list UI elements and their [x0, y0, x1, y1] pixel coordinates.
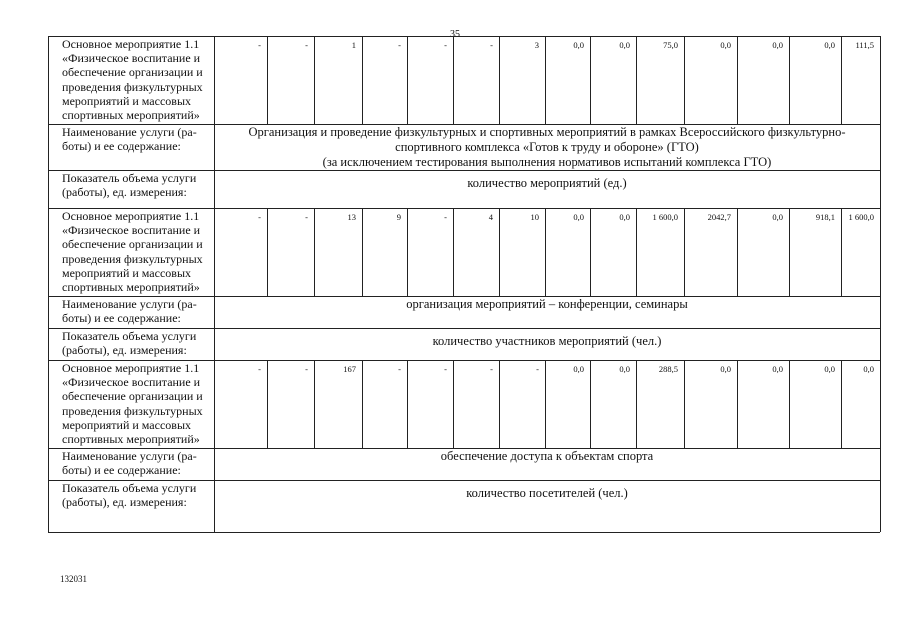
table-rule	[48, 36, 49, 208]
value-cell: 0,0	[619, 212, 630, 222]
value-cell: -	[490, 364, 493, 374]
event-label: Основное мероприятие 1.1 «Физическое воспитание и обеспечение организации и проведения физкультурных мероприятий и массовых спортивных мероприятий»	[62, 209, 203, 295]
indicator-label: Показатель объема услуги (работы), ед. измерения:	[62, 329, 197, 358]
footer-code: 132031	[60, 574, 87, 584]
value-cell: 75,0	[663, 40, 678, 50]
value-cell: 288,5	[658, 364, 678, 374]
page-number: 35	[450, 29, 460, 40]
value-cell: 0,0	[863, 364, 874, 374]
value-cell: -	[444, 40, 447, 50]
indicator-description: количество участников мероприятий (чел.)	[432, 334, 662, 348]
indicator-label: Показатель объема услуги (работы), ед. измерения:	[62, 171, 197, 200]
value-cell: 2042,7	[707, 212, 731, 222]
value-cell: 1 600,0	[652, 212, 678, 222]
value-cell: 1	[351, 40, 356, 50]
value-cell: -	[305, 364, 308, 374]
service-description: организация мероприятий – конференции, семинары	[406, 297, 688, 311]
value-cell: 0,0	[573, 40, 584, 50]
indicator-label: Показатель объема услуги (работы), ед. измерения:	[62, 481, 197, 510]
value-cell: 0,0	[573, 364, 584, 374]
table-rule	[48, 208, 49, 360]
value-cell: -	[258, 40, 261, 50]
value-cell: 0,0	[720, 40, 731, 50]
value-cell: 10	[530, 212, 539, 222]
service-label: Наименование услуги (ра- боты) и ее содержание:	[62, 125, 197, 154]
value-cell: 0,0	[772, 40, 783, 50]
value-cell: -	[258, 212, 261, 222]
service-description: обеспечение доступа к объектам спорта	[440, 449, 654, 463]
value-cell: 4	[488, 212, 493, 222]
value-cell: 0,0	[573, 212, 584, 222]
value-cell: 13	[347, 212, 356, 222]
value-cell: -	[305, 212, 308, 222]
value-cell: -	[444, 212, 447, 222]
table-rule	[880, 360, 881, 532]
value-cell: -	[398, 40, 401, 50]
event-label: Основное мероприятие 1.1 «Физическое воспитание и обеспечение организации и проведения физкультурных мероприятий и массовых спортивных мероприятий»	[62, 37, 203, 123]
service-label: Наименование услуги (ра- боты) и ее содержание:	[62, 449, 197, 478]
value-cell: -	[258, 364, 261, 374]
value-cell: 9	[396, 212, 401, 222]
value-cell: 918,1	[815, 212, 835, 222]
value-cell: 1 600,0	[848, 212, 874, 222]
table-rule	[48, 532, 880, 533]
value-cell: -	[490, 40, 493, 50]
value-cell: 0,0	[824, 364, 835, 374]
value-cell: -	[444, 364, 447, 374]
value-cell: 0,0	[720, 364, 731, 374]
table-rule	[880, 208, 881, 360]
value-cell: 0,0	[772, 364, 783, 374]
value-cell: 0,0	[619, 40, 630, 50]
service-label: Наименование услуги (ра- боты) и ее содержание:	[62, 297, 197, 326]
event-label: Основное мероприятие 1.1 «Физическое воспитание и обеспечение организации и проведения физкультурных мероприятий и массовых спортивных мероприятий»	[62, 361, 203, 447]
value-cell: 0,0	[772, 212, 783, 222]
service-description: Организация и проведение физкультурных и спортивных мероприятий в рамках Всероссийского физкультурно- спортивного комплекса «Готов к труду и обороне» (ГТО) (за исключением тестирования выполнения нормативов испытаний комплекса ГТО)	[248, 125, 846, 169]
value-cell: 3	[534, 40, 539, 50]
table-rule	[880, 36, 881, 208]
value-cell: -	[398, 364, 401, 374]
table-rule	[214, 448, 215, 532]
indicator-description: количество мероприятий (ед.)	[467, 176, 627, 190]
value-cell: 0,0	[824, 40, 835, 50]
value-cell: -	[536, 364, 539, 374]
table-rule	[48, 360, 49, 532]
value-cell: 111,5	[855, 40, 874, 50]
value-cell: -	[305, 40, 308, 50]
value-cell: 0,0	[619, 364, 630, 374]
table-rule	[214, 124, 215, 208]
value-cell: 167	[343, 364, 356, 374]
budget-table	[48, 36, 880, 536]
indicator-description: количество посетителей (чел.)	[466, 486, 628, 500]
